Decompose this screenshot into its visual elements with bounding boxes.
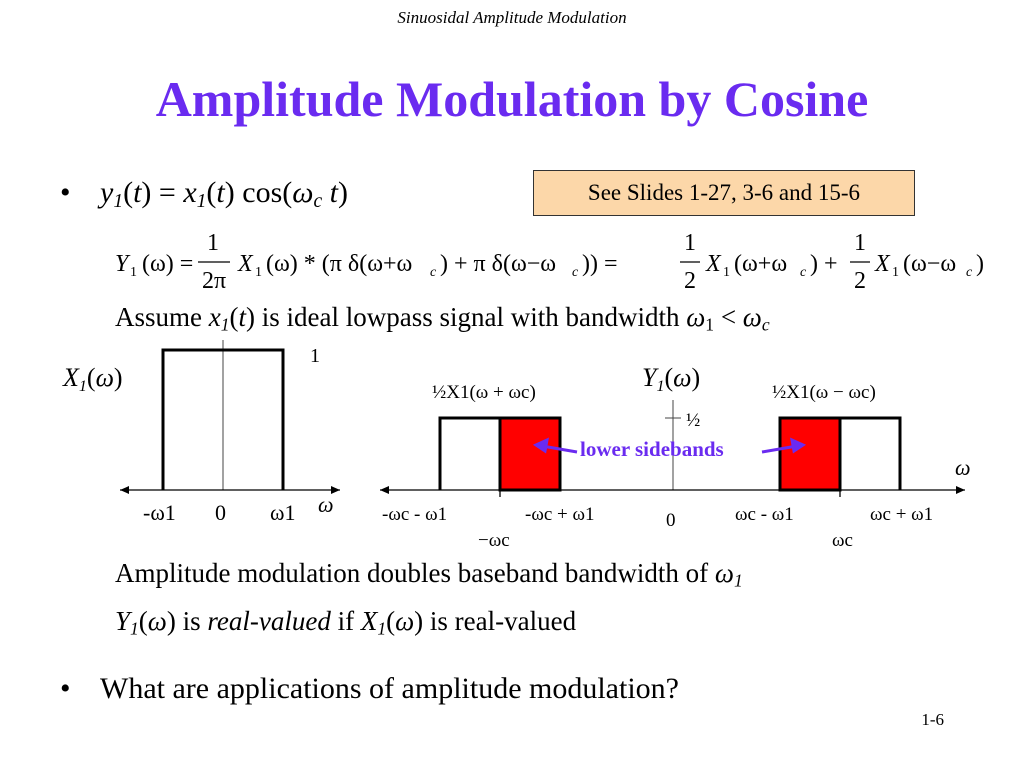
svg-text:1: 1 bbox=[854, 230, 866, 256]
svg-text:1: 1 bbox=[207, 230, 219, 256]
plot1-height-label: 1 bbox=[310, 345, 320, 367]
fourier-formula bbox=[110, 226, 1010, 302]
svg-text:Y: Y bbox=[115, 251, 129, 277]
svg-text:X: X bbox=[706, 251, 721, 277]
baseband-spectrum-plot bbox=[55, 340, 355, 540]
lower-sideband-right bbox=[780, 418, 840, 490]
bullet-marker: • bbox=[60, 176, 71, 209]
svg-text:(ω−ω: (ω−ω bbox=[903, 251, 957, 277]
bandwidth-note: Amplitude modulation doubles baseband bandwidth of $\omega_1$ bbox=[115, 558, 743, 591]
svg-text:) + π δ(ω−ω: ) + π δ(ω−ω bbox=[440, 251, 557, 277]
tick-neg-wc-plus-w1: -ωc + ω1 bbox=[525, 504, 595, 525]
slide-title: Amplitude Modulation by Cosine bbox=[155, 71, 869, 127]
tick-origin: 0 bbox=[666, 510, 676, 531]
sideband-annotation: lower sidebands bbox=[580, 437, 724, 461]
svg-text:X: X bbox=[875, 251, 890, 277]
svg-text:)) =: )) = bbox=[582, 251, 618, 277]
tick-neg-w1: -ω1 bbox=[143, 500, 176, 525]
svg-text:): ) bbox=[976, 251, 984, 277]
svg-text:(ω) =: (ω) = bbox=[142, 251, 194, 277]
svg-text:1: 1 bbox=[130, 265, 137, 280]
modulation-equation: $y_1(t) = x_1(t)$ $\cos(\omega_c$ t) bbox=[100, 176, 348, 212]
tick-neg-wc-minus-w1: -ωc - ω1 bbox=[382, 504, 448, 525]
plot2-axis-label: ω bbox=[955, 455, 971, 480]
svg-text:c: c bbox=[572, 265, 579, 280]
plot1-axis-label: ω bbox=[318, 492, 334, 517]
modulated-spectrum-plot bbox=[370, 360, 990, 560]
plot1-label: X1(ω) bbox=[63, 363, 123, 395]
svg-text:2: 2 bbox=[854, 268, 866, 294]
left-shift-label: ½X1(ω + ωc) bbox=[432, 382, 536, 403]
svg-text:2: 2 bbox=[684, 268, 696, 294]
lower-sideband-left bbox=[500, 418, 560, 490]
slide-header: Sinuosidal Amplitude Modulation bbox=[397, 8, 627, 27]
bullet-marker-2: • bbox=[60, 672, 71, 705]
plot2-height-label: ½ bbox=[686, 410, 701, 431]
right-shift-label: ½X1(ω − ωc) bbox=[772, 382, 876, 403]
tick-zero: 0 bbox=[215, 500, 226, 525]
svg-text:1: 1 bbox=[255, 265, 262, 280]
assumption-text: Assume $x_1(t)$ is ideal lowpass signal with bandwidth $\omega_1 < \omega_c$ bbox=[115, 302, 770, 335]
svg-text:2π: 2π bbox=[201, 268, 227, 294]
svg-text:1: 1 bbox=[684, 230, 696, 256]
svg-text:c: c bbox=[800, 265, 807, 280]
svg-text:1: 1 bbox=[723, 265, 730, 280]
see-slides-note: See Slides 1-27, 3-6 and 15-6 bbox=[533, 170, 915, 216]
page-number: 1-6 bbox=[921, 710, 944, 729]
tick-wc: ωc bbox=[832, 530, 853, 551]
svg-text:(ω) * (π δ(ω+ω: (ω) * (π δ(ω+ω bbox=[266, 251, 413, 277]
svg-text:1: 1 bbox=[892, 265, 899, 280]
tick-neg-wc: −ωc bbox=[478, 530, 510, 551]
svg-text:) +: ) + bbox=[810, 251, 838, 277]
tick-wc-minus-w1: ωc - ω1 bbox=[735, 504, 794, 525]
svg-text:c: c bbox=[430, 265, 437, 280]
svg-text:(ω+ω: (ω+ω bbox=[734, 251, 788, 277]
tick-wc-plus-w1: ωc + ω1 bbox=[870, 504, 934, 525]
tick-w1: ω1 bbox=[270, 500, 296, 525]
plot2-label: Y1(ω) bbox=[642, 363, 701, 395]
applications-question: What are applications of amplitude modulation? bbox=[100, 672, 679, 705]
svg-text:X: X bbox=[238, 251, 253, 277]
svg-text:c: c bbox=[966, 265, 973, 280]
real-valued-note: $Y_1(\omega)$ is real-valued if $X_1(\omega)$ is real-valued bbox=[115, 606, 577, 639]
